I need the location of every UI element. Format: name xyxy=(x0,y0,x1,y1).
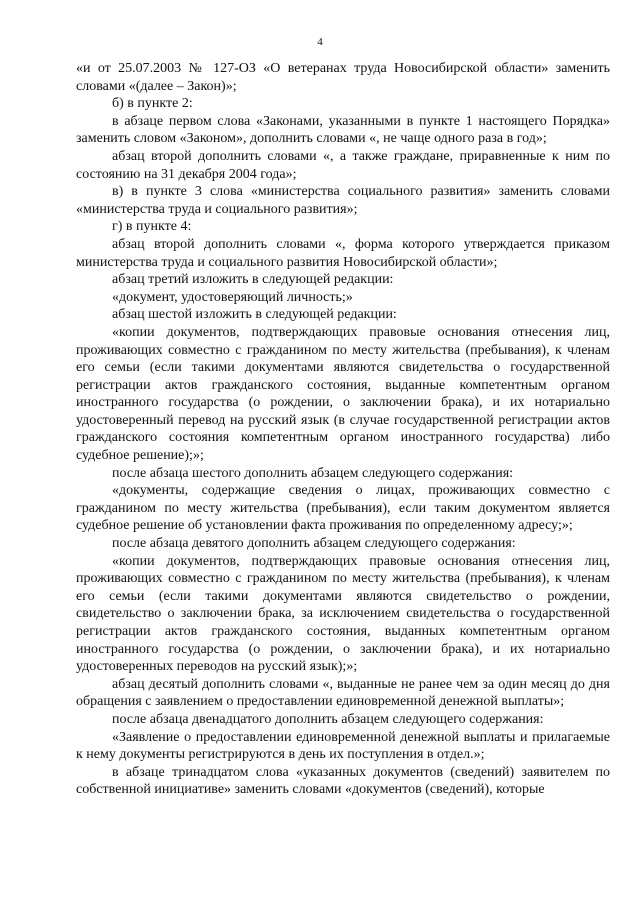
paragraph: в абзаце тринадцатом слова «указанных документов (сведений) заявителем по собственной инициативе» заменить словами «документов (сведений), которые xyxy=(76,764,610,798)
paragraph: г) в пункте 4: xyxy=(112,219,192,235)
paragraph: «документ, удостоверяющий личность;» xyxy=(112,289,353,305)
paragraph: в абзаце первом слова «Законами, указанными в пункте 1 настоящего Порядка» заменить словом «Законом», дополнить словами «, не чаще одного раза в год»; xyxy=(76,113,610,147)
paragraph: «копии документов, подтверждающих правовые основания отнесения лиц, проживающих совместно с гражданином по месту жительства (пребывания), к членам его семьи (если такими документами являются свидетельство о рождении, свидетельство о заключении брака, за исключением свидетельства о государственной регистрации актов гражданского состояния, выданных компетентным органом иностранного государства (о рождении, о заключении брака), и их нотариально удостоверенных переводов на русский язык);»; xyxy=(76,553,610,675)
paragraph: абзац второй дополнить словами «, а также граждане, приравненные к ним по состоянию на 31 декабря 2004 года»; xyxy=(76,148,610,182)
paragraph: б) в пункте 2: xyxy=(112,96,193,112)
paragraph: в) в пункте 3 слова «министерства социального развития» заменить словами «министерства труда и социального развития»; xyxy=(76,184,610,217)
paragraph: абзац десятый дополнить словами «, выданные не ранее чем за один месяц до дня обращения с заявлением о предоставлении единовременной денежной выплаты»; xyxy=(76,676,610,710)
page-number: 4 xyxy=(317,36,323,48)
paragraph: после абзаца девятого дополнить абзацем следующего содержания: xyxy=(112,536,516,552)
paragraph: после абзаца шестого дополнить абзацем следующего содержания: xyxy=(112,465,514,481)
paragraph: «документы, содержащие сведения о лицах, проживающих совместно с гражданином по месту жительства (пребывания), если таким документом является судебное решение об установлении факта проживания по определенному адресу;»; xyxy=(76,483,610,534)
paragraph: «и от 25.07.2003 № 127-ОЗ «О ветеранах труда Новосибирской области» заменить словами «(далее – Закон)»; xyxy=(76,61,610,94)
paragraph: абзац шестой изложить в следующей редакции: xyxy=(112,307,397,323)
paragraph: абзац третий изложить в следующей редакции: xyxy=(112,272,394,288)
paragraph: после абзаца двенадцатого дополнить абзацем следующего содержания: xyxy=(112,711,544,727)
document-body xyxy=(76,60,610,799)
paragraph: абзац второй дополнить словами «, форма которого утверждается приказом министерства труда и социального развития Новосибирской области»; xyxy=(76,236,610,270)
paragraph: «Заявление о предоставлении единовременной денежной выплаты и прилагаемые к нему документы регистрируются в день их поступления в отдел.»; xyxy=(76,729,610,763)
paragraph: «копии документов, подтверждающих правовые основания отнесения лиц, проживающих совместно с гражданином по месту жительства (пребывания), к членам его семьи (если такими документами являются свидетельства о государственной регистрации актов гражданского состояния, выданные компетентным органом иностранного государства (о рождении, о заключении брака), и их нотариально удостоверенный перевод на русский язык (в случае государственной регистрации актов гражданского состояния компетентным органом иностранного государства) либо судебное решение);»; xyxy=(76,324,610,464)
